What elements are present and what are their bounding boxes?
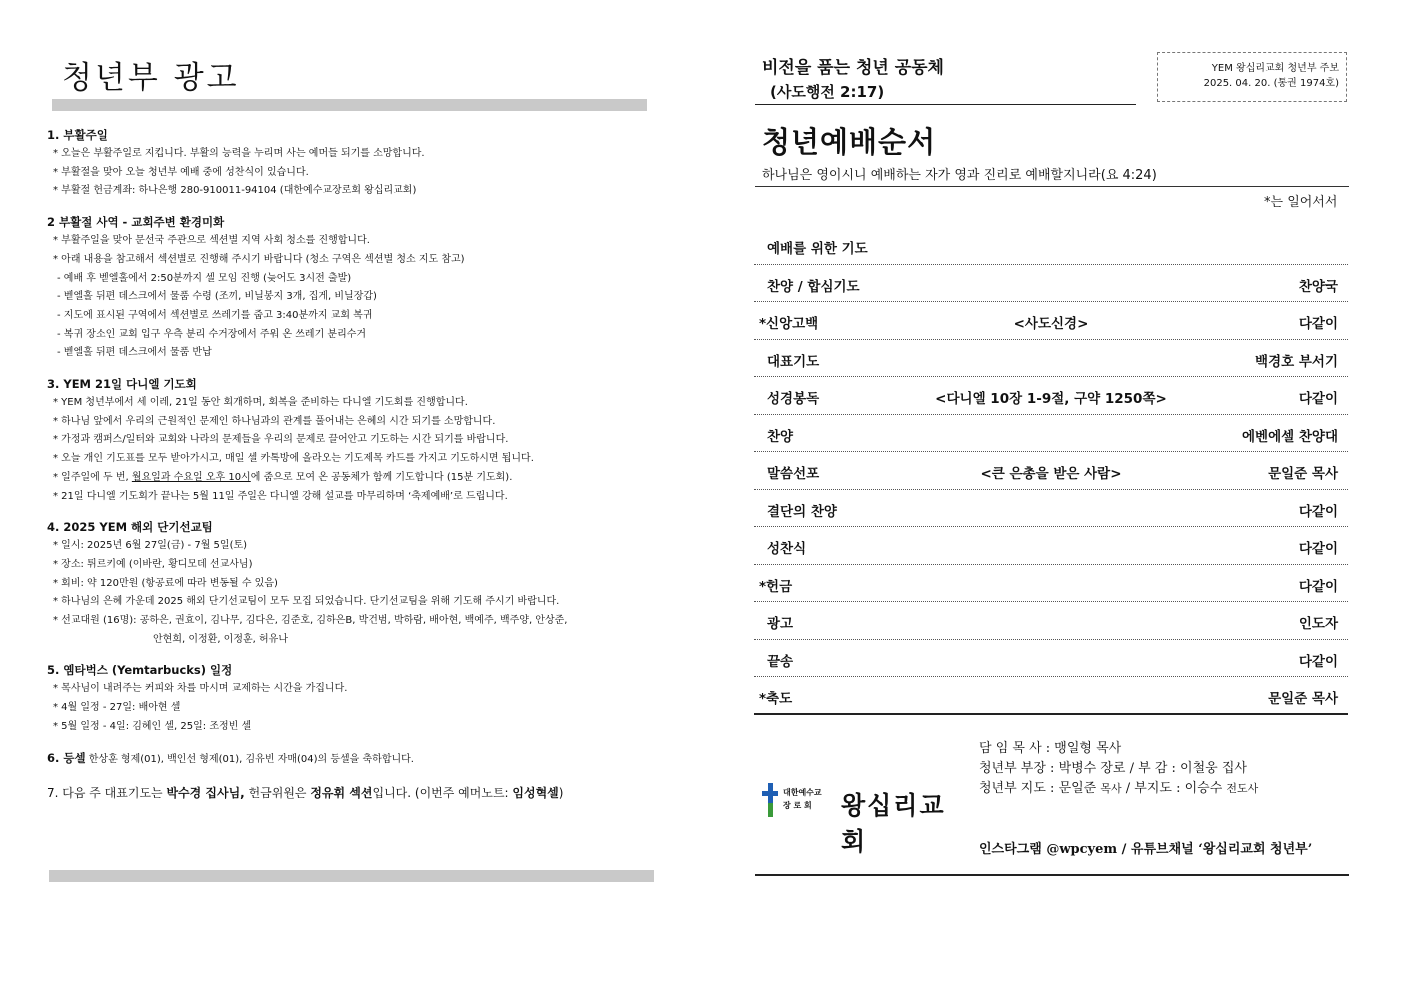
order-item-name: 성경봉독: [767, 391, 820, 407]
announcement-line: 안현희, 이정환, 이정훈, 허유나: [153, 633, 288, 645]
order-row: [754, 377, 1348, 415]
announcement-line: * 5월 일정 - 4일: 김혜인 셀, 25일: 조정빈 셀: [53, 720, 252, 732]
logo-denomination-line2: 장 로 회: [783, 800, 812, 810]
order-item-leader: 찬양국: [1298, 278, 1338, 295]
s7-text: 입니다. (이번주 예머노트:: [372, 785, 513, 800]
order-row: [754, 340, 1348, 378]
announcement-section-6: [47, 749, 662, 769]
order-item-leader: 문일준 목사: [1268, 691, 1338, 707]
section-title: 6. 등셀: [47, 750, 86, 765]
order-item-name: 성찬식: [767, 541, 807, 557]
vision-line: 비전을 품는 청년 공동체: [762, 58, 944, 78]
order-item-name: 결단의 찬양: [767, 503, 837, 520]
verse-underline: [755, 186, 1349, 187]
section-title: 4. 2025 YEM 해외 단기선교팀: [47, 520, 213, 535]
order-row: [754, 527, 1348, 565]
order-item-name: 찬양 / 합심기도: [767, 278, 860, 295]
announcement-line: * 일시: 2025년 6월 27일(금) - 7월 5일(토): [53, 540, 248, 552]
page-title: 청년부 광고: [62, 60, 240, 96]
announcement-line: - 벧엘홀 뒤편 데스크에서 물품 수령 (조끼, 비닐봉지 3개, 집게, 비닐장갑): [57, 291, 377, 303]
order-item-name: *헌금: [759, 578, 793, 595]
cross-icon: [761, 783, 779, 817]
bottom-rule: [755, 874, 1349, 876]
order-item-name: 광고: [767, 616, 794, 632]
leader-title: 목사: [1100, 782, 1122, 795]
youth-chief: 청년부 부장 : 박병수 장로 / 부 감 : 이철웅 집사: [979, 761, 1247, 776]
order-item-detail: <사도신경>: [1013, 316, 1089, 332]
announcement-section: [47, 375, 662, 506]
announcement-section: [47, 661, 662, 736]
order-item-leader: 다같이: [1298, 391, 1338, 407]
leader-text: / 부지도 : 이승수: [1121, 781, 1227, 796]
order-item-leader: 다같이: [1298, 578, 1338, 595]
vision-underline: [755, 104, 1136, 105]
issue-date: 2025. 04. 20. (통권 1974호): [1203, 78, 1339, 89]
bulletin-name: YEM 왕십리교회 청년부 주보: [1211, 63, 1339, 74]
senior-pastor: 담 임 목 사 : 맹일형 목사: [979, 741, 1122, 756]
order-row: [754, 302, 1348, 340]
title-divider-bar: [52, 99, 647, 111]
leader-text: 청년부 지도 : 문일준: [979, 781, 1101, 796]
announcement-line: * 목사님이 내려주는 커피와 차를 마시며 교제하는 시간을 가집니다.: [53, 683, 348, 695]
announcement-line: * 21일 다니엘 기도회가 끝나는 5월 11일 주일은 다니엘 강해 설교를 마무리하며 ‘축제예배’로 드립니다.: [53, 490, 508, 502]
worship-order-list: [754, 227, 1348, 715]
s7-text: ): [558, 785, 564, 800]
order-item-name: *축도: [759, 691, 793, 707]
s7-prayer: 박수경 집사님,: [166, 785, 245, 800]
order-item-leader: 다같이: [1298, 316, 1338, 332]
announcement-line: * YEM 청년부에서 세 이레, 21일 동안 회개하며, 회복을 준비하는 다니엘 기도회를 진행합니다.: [53, 397, 468, 409]
order-item-name: 대표기도: [767, 353, 820, 370]
announcements: [47, 126, 662, 803]
order-row: [754, 602, 1348, 640]
announcement-line: * 4월 일정 - 27일: 배아현 셀: [53, 702, 181, 714]
order-row: [754, 265, 1348, 303]
social-links: 인스타그램 @wpcyem / 유튜브채널 ‘왕십리교회 청년부’: [979, 842, 1313, 857]
staff-info: [979, 739, 1258, 799]
order-item-name: 찬양: [767, 428, 794, 445]
section-title: 3. YEM 21일 다니엘 기도회: [47, 377, 197, 392]
announcement-line: - 지도에 표시된 구역에서 섹션별로 쓰레기를 줍고 3:40분까지 교회 복귀: [57, 309, 373, 321]
verse: 하나님은 영이시니 예배하는 자가 영과 진리로 예배할지니라(요 4:24): [762, 168, 1157, 183]
order-item-name: 끝송: [767, 653, 794, 670]
section-title: 5. 옘타벅스 (Yemtarbucks) 일정: [47, 663, 233, 678]
vision-statement: [762, 56, 944, 104]
announcement-line: * 부활주일을 맞아 문선국 주관으로 섹션별 지역 사회 청소를 진행합니다.: [53, 235, 370, 247]
announcement-section: [47, 126, 662, 201]
announcement-line: - 예배 후 벧엘홀에서 2:50분까지 셀 모임 진행 (늦어도 3시전 출발): [57, 272, 352, 284]
announcement-section: [47, 518, 662, 649]
logo-church-name: 왕십리교회: [841, 791, 946, 856]
order-item-leader: 백경호 부서기: [1255, 353, 1338, 370]
bottom-divider-bar: [49, 870, 654, 882]
order-item-name: *신앙고백: [759, 316, 819, 332]
announcement-line: * 장소: 튀르키예 (이바란, 황디모데 선교사님): [53, 558, 253, 570]
s7-note-cell: 임성혁셀: [512, 785, 559, 800]
order-row: [754, 227, 1348, 265]
section-text: 한상훈 형제(01), 백인선 형제(01), 김유빈 자매(04)의 등셀을 축하합니다.: [85, 753, 414, 765]
order-row: [754, 415, 1348, 453]
order-row: [754, 565, 1348, 603]
order-item-leader: 다같이: [1298, 503, 1338, 520]
leader-title: 전도사: [1226, 782, 1259, 795]
stand-note: *는 일어서서: [1264, 195, 1338, 210]
announcement-line: * 가정과 캠퍼스/일터와 교회와 나라의 문제들을 우리의 문제로 끌어안고 기도하는 시간 되기를 바랍니다.: [53, 434, 509, 446]
order-item-leader: 인도자: [1298, 616, 1338, 632]
line-text: 에 줌으로 모여 온 공동체가 함께 기도합니다 (15분 기도회).: [250, 471, 513, 483]
logo-denomination-line1: 대한예수교: [783, 787, 822, 797]
order-item-name: 예배를 위한 기도: [767, 241, 868, 257]
order-item-leader: 다같이: [1298, 653, 1338, 670]
announcement-line: * 부활절을 맞아 오늘 청년부 예배 중에 성찬식이 있습니다.: [53, 166, 309, 178]
announcement-line: * 부활절 헌금계좌: 하나은행 280-910011-94104 (대한예수교장로회 왕십리교회): [53, 185, 417, 197]
announcement-section-7: [47, 783, 662, 803]
announcement-line: [47, 469, 662, 488]
line-text: * 일주일에 두 번,: [53, 471, 132, 483]
announcement-line: * 하나님의 은혜 가운데 2025 해외 단기선교팀이 모두 모집 되었습니다. 단기선교팀을 위해 기도해 주시기 바랍니다.: [53, 596, 560, 608]
order-item-detail: <큰 은총을 받은 사람>: [980, 466, 1122, 482]
announcement-line: - 벧엘홀 뒤편 데스크에서 물품 반납: [57, 347, 212, 359]
section-title: 2 부활절 사역 - 교회주변 환경미화: [47, 215, 225, 230]
announcement-line: - 복귀 장소인 교회 입구 우측 분리 수거장에서 주워 온 쓰레기 분리수거: [57, 328, 367, 340]
order-row: [754, 677, 1348, 715]
s7-text: 7. 다음 주 대표기도는: [47, 785, 167, 800]
announcement-line: * 오늘은 부활주일로 지킵니다. 부활의 능력을 누리며 사는 예머들 되기를 소망합니다.: [53, 148, 425, 159]
announcement-line: * 회비: 약 120만원 (항공료에 따라 변동될 수 있음): [53, 577, 278, 589]
order-item-leader: 문일준 목사: [1268, 466, 1338, 482]
underlined-text: 월요일과 수요일 오후 10시: [131, 471, 251, 483]
s7-offering: 정유휘 섹션: [310, 785, 373, 800]
issue-info-box: [1157, 52, 1347, 102]
vision-reference: (사도행전 2:17): [770, 83, 885, 101]
order-item-detail: <다니엘 10장 1-9절, 구약 1250쪽>: [935, 391, 1167, 407]
order-row: [754, 640, 1348, 678]
announcement-line: * 오늘 개인 기도표를 모두 받아가시고, 매일 셀 카톡방에 올라오는 기도제목 카드를 가지고 기도하시면 됩니다.: [53, 453, 534, 465]
order-item-leader: 에벤에셀 찬양대: [1242, 428, 1338, 445]
order-row: [754, 490, 1348, 528]
church-logo: [761, 783, 961, 856]
s7-text: 헌금위원은: [244, 785, 311, 800]
announcement-section: [47, 213, 662, 363]
logo-denomination: [783, 786, 822, 812]
order-item-name: 말씀선포: [767, 466, 820, 482]
announcement-line: * 아래 내용을 참고해서 섹션별로 진행해 주시기 바랍니다 (청소 구역은 섹션별 청소 지도 참고): [53, 253, 465, 265]
section-title: 1. 부활주일: [47, 128, 108, 142]
announcement-line: * 선교대원 (16명): 공하은, 권효이, 김나무, 김다은, 김준호, 김하은B, 박건범, 박하람, 배아현, 백예주, 백주양, 안상준,: [53, 615, 568, 627]
order-row: [754, 452, 1348, 490]
youth-leaders: [979, 779, 1258, 799]
order-item-leader: 다같이: [1298, 541, 1338, 557]
announcement-line: * 하나님 앞에서 우리의 근원적인 문제인 하나님과의 관계를 풀어내는 은혜의 시간 되기를 소망합니다.: [53, 415, 496, 427]
worship-order-title: 청년예배순서: [762, 125, 937, 159]
